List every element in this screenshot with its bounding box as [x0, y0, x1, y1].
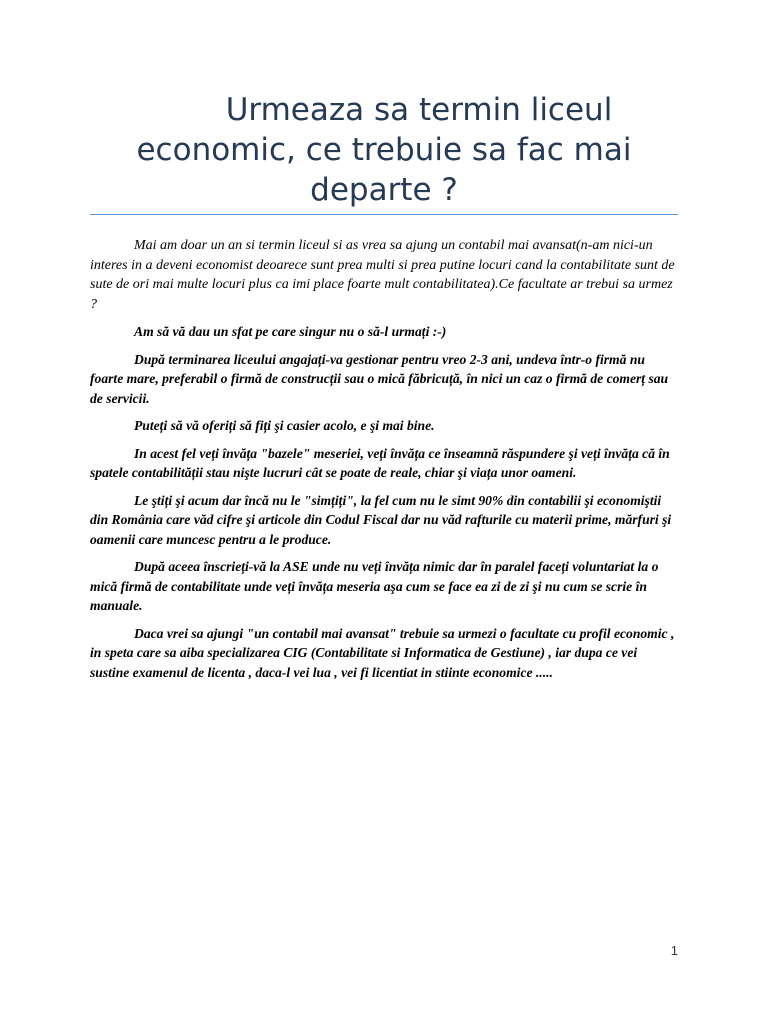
- title-divider: [90, 214, 678, 215]
- answer-paragraph-2: După terminarea liceului angajați-va gestionar pentru vreo 2-3 ani, undeva într-o firmă nu foarte mare, preferabil o firmă de construcții sau o mică făbricuță, în nici un caz o firmă de comerț sau de servicii.: [90, 351, 669, 406]
- answer-paragraph-5: Le ştiți şi acum dar încă nu le "simțiți", la fel cum nu le simt 90% din contabilii şi economiştii din România care văd cifre şi articole din Codul Fiscal dar nu văd rafturile cu materii prime, mărfuri şi oamenii care muncesc pentru a le produce.: [90, 492, 672, 547]
- page-number: 1: [670, 943, 678, 958]
- document-body: [90, 236, 678, 690]
- answer-paragraph-1: Am să vă dau un sfat pe care singur nu o să-l urmați :-): [134, 324, 447, 339]
- answer-paragraph-4: In acest fel veți învăța "bazele" meseriei, veți învăța ce înseamnă răspundere şi veți învăța că în spatele contabilității stau nişte lucruri cât se poate de reale, chiar şi viața unor oameni.: [90, 445, 670, 480]
- answer-paragraph-6: După aceea înscrieți-vă la ASE unde nu veți învăța nimic dar în paralel faceți voluntariat la o mică firmă de contabilitate unde veți învăța meseria aşa cum se face ea zi de zi şi nu cum se scrie în manuale.: [90, 559, 659, 613]
- document-title: [90, 90, 678, 210]
- answer-paragraph-7: Daca vrei sa ajungi "un contabil mai avansat" trebuie sa urmezi o facultate cu profil economic , in speta care sa aiba specializarea CIG (Contabilitate si Informatica de Gestiune) , iar dupa ce vei sustine examenul de licenta , daca-l vei lua , vei fi licentiat in stiinte economice .....: [90, 625, 675, 680]
- question-paragraph: Mai am doar un an si termin liceul si as vrea sa ajung un contabil mai avansat(n-am nici-un interes in a deveni economist deoarece sunt prea multi si prea putine locuri cand la contabilitate sunt de sute de ori mai multe locuri plus ca imi place foarte mult contabilitatea).Ce facultate ar trebui sa urmez ?: [90, 238, 675, 312]
- document-title-text: Urmeaza sa termin liceul economic, ce trebuie sa fac mai departe ?: [136, 92, 632, 208]
- answer-paragraph-3: Puteți să vă oferiți să fiți şi casier acolo, e şi mai bine.: [134, 418, 435, 433]
